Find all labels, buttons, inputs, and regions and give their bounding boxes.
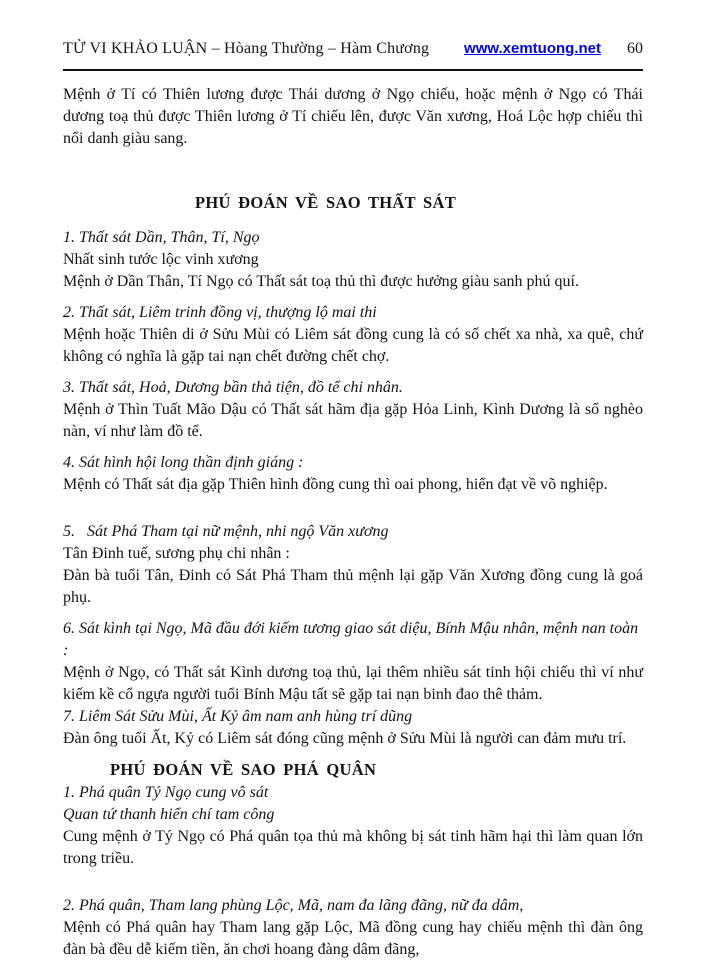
entry-body: Mệnh hoặc Thiên di ở Sửu Mùi có Liêm sát đồng cung là có số chết xa nhà, xa quê, chứ không có nghĩa là gặp tai nạn chết đường chết chợ. [63, 326, 643, 365]
entry-pha-quan-1 [63, 782, 643, 870]
entry-verse: Quan tứ thanh hiển chí tam công [63, 806, 275, 823]
entry-body: Mệnh có Thất sát địa gặp Thiên hình đồng cung thì oai phong, hiển đạt về võ nghiệp. [63, 476, 608, 493]
entry-title: 4. Sát hình hội long thần định giáng : [63, 454, 304, 471]
entry-body: Mệnh ở Dần Thân, Tí Ngọ có Thất sát toạ thủ thì được hưởng giàu sanh phú quí. [63, 273, 579, 290]
entry-verse: Tân Đinh tuế, sương phụ chi nhân : [63, 545, 290, 562]
entry-title: 1. Thất sát Dần, Thân, Tí, Ngọ [63, 229, 260, 246]
section-heading-that-sat: PHÚ ĐOÁN VỀ SAO THẤT SÁT [195, 193, 457, 212]
entry-that-sat-2 [63, 302, 643, 368]
entry-that-sat-6 [63, 618, 643, 706]
entry-body: Mệnh có Phá quân hay Tham lang gặp Lộc, Mã đồng cung hay chiếu mệnh thì đàn ông đàn bà đều dễ kiếm tiền, ăn chơi hoang đàng dâm đãng, [63, 919, 643, 958]
section-heading-pha-quan: PHÚ ĐOÁN VỀ SAO PHÁ QUÂN [110, 760, 377, 779]
section-that-sat [63, 192, 643, 750]
entry-that-sat-3 [63, 377, 643, 443]
page-header [63, 38, 643, 60]
header-rule [63, 69, 643, 71]
entry-title: 6. Sát kình tại Ngọ, Mã đầu đới kiếm tương giao sát diệu, Bính Mậu nhân, mệnh nan toàn : [63, 620, 643, 659]
header-link[interactable]: www.xemtuong.net [464, 40, 601, 57]
entry-body: Cung mệnh ở Tý Ngọ có Phá quân tọa thủ mà không bị sát tinh hãm hại thì làm quan lớn trong triều. [63, 828, 643, 867]
intro-paragraph: Mệnh ở Tí có Thiên lương được Thái dương ở Ngọ chiếu, hoặc mệnh ở Ngọ có Thái dương toạ thủ được Thiên lương ở Tí chiếu lên, được Văn xương, Hoá Lộc hợp chiếu thì nổi danh giàu sang. [63, 86, 643, 147]
entry-body: Đàn ông tuổi Ất, Kỷ có Liêm sát đóng cũng mệnh ở Sửu Mùi là người can đảm mưu trí. [63, 730, 627, 747]
entry-title: 1. Phá quân Tý Ngọ cung vô sát [63, 784, 269, 801]
entry-body: Mệnh ở Thìn Tuất Mão Dậu có Thất sát hãm địa gặp Hỏa Linh, Kình Dương là sổ nghèo nàn, ví như làm đồ tể. [63, 401, 643, 440]
entry-verse: Nhất sinh tước lộc vinh xương [63, 251, 259, 268]
entry-body: Đàn bà tuổi Tân, Đinh có Sát Phá Tham thủ mệnh lại gặp Văn Xương đồng cung là goá phụ. [63, 567, 643, 606]
entry-title: 2. Thất sát, Liêm trinh đồng vị, thượng lộ mai thi [63, 304, 377, 321]
page-number: 60 [627, 40, 643, 57]
entry-title: 5. Sát Phá Tham tại nữ mệnh, nhi ngộ Văn xương [63, 523, 389, 540]
entry-pha-quan-2 [63, 895, 643, 961]
section-pha-quan [63, 759, 643, 961]
entry-that-sat-5 [63, 521, 643, 609]
header-title: TỬ VI KHẢO LUẬN – Hòang Thường – Hàm Chương [63, 40, 430, 57]
entry-body: Mệnh ở Ngọ, có Thất sát Kình dương toạ thủ, lại thêm nhiều sát tinh hội chiếu thì ví như kiếm kề cổ ngựa người tuổi Bính Mậu tất sẽ gặp tai nạn binh đao thê thảm. [63, 664, 643, 703]
entry-title: 2. Phá quân, Tham lang phùng Lộc, Mã, nam đa lãng đãng, nữ đa dâm, [63, 897, 524, 914]
entry-title: 7. Liêm Sát Sửu Mùi, Ất Kỷ âm nam anh hùng trí dũng [63, 708, 413, 725]
entry-that-sat-1 [63, 227, 643, 293]
entry-that-sat-4 [63, 452, 643, 496]
entry-title: 3. Thất sát, Hoả, Dương bần thả tiện, đồ tể chi nhân. [63, 379, 403, 396]
entry-that-sat-7 [63, 706, 643, 750]
